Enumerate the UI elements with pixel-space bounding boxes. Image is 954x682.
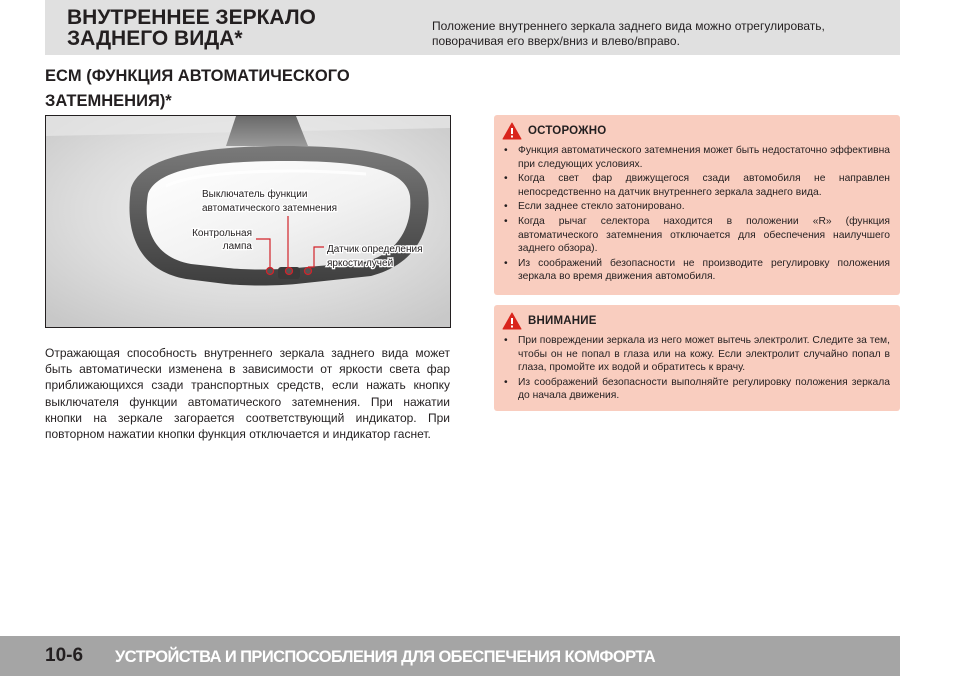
- label-sensor-line-2: яркости лучей: [327, 258, 394, 269]
- footer-band: [0, 636, 900, 676]
- caution-header: [502, 122, 890, 140]
- warning-triangle-icon: [502, 122, 522, 140]
- light-sensor: [305, 268, 312, 275]
- description-paragraph: Отражающая способность внутреннего зеркала заднего вида может быть автоматически изменена в зависимости от яркости света фар приближающихся сзади транспортных средств, если нажать кнопку выключателя функции автоматического затемнения. При нажатии кнопки на зеркале загорается соответствующий индикатор. При повторном нажатии кнопки функция отключается и индикатор гаснет.: [45, 346, 450, 442]
- caution-title: ОСТОРОЖНО: [528, 125, 607, 137]
- warning-triangle-icon: [502, 312, 522, 330]
- notice-header: [502, 312, 890, 330]
- chapter-title: УСТРОЙСТВА И ПРИСПОСОБЛЕНИЯ ДЛЯ ОБЕСПЕЧЕНИЯ КОМФОРТА: [115, 648, 656, 666]
- page-number: 10-6: [45, 645, 84, 666]
- caution-item: • Когда свет фар движущегося сзади автомобиля не направлен непосредственно на датчик внутреннего зеркала заднего вида.: [502, 172, 890, 199]
- notice-box: [494, 305, 900, 411]
- notice-list: [502, 334, 890, 403]
- caution-list: [502, 144, 890, 284]
- caution-item: • Когда рычаг селектора находится в положении «R» (функция автоматического затемнения отключается для обеспечения наилучшего заднего обзора).: [502, 215, 890, 256]
- label-sensor-line-1: Датчик определения: [327, 244, 423, 255]
- header-band: [45, 0, 900, 55]
- header-description: Положение внутреннего зеркала заднего вида можно отрегулировать, поворачивая его вверх/вниз и влево/вправо.: [432, 19, 825, 48]
- caution-box: [494, 115, 900, 295]
- switch-button: [286, 268, 293, 275]
- mirror-mount: [226, 116, 308, 146]
- section-title: ECM (ФУНКЦИЯ АВТОМАТИЧЕСКОГО ЗАТЕМНЕНИЯ)*: [45, 67, 350, 110]
- label-lamp-line-1: Контрольная: [192, 228, 252, 239]
- label-switch-line-2: автоматического затемнения: [202, 203, 338, 214]
- notice-title: ВНИМАНИЕ: [528, 315, 597, 327]
- caution-item: • Функция автоматического затемнения может быть недостаточно эффективна при следующих условиях.: [502, 144, 890, 171]
- notice-item: • При повреждении зеркала из него может вытечь электролит. Следите за тем, чтобы он не попал в глаза или на кожу. Если электролит случайно попал в глаза, промойте их водой и обратитесь к врачу.: [502, 334, 890, 375]
- label-switch-line-1: Выключатель функции: [202, 189, 308, 200]
- indicator-lamp: [267, 268, 274, 275]
- caution-item: • Из соображений безопасности не производите регулировку положения зеркала во время движения автомобиля.: [502, 257, 890, 284]
- notice-item: • Из соображений безопасности выполняйте регулировку положения зеркала до начала движения.: [502, 376, 890, 403]
- mirror-drawing: [46, 116, 450, 327]
- mirror-illustration: [45, 115, 451, 328]
- caution-item: • Если заднее стекло затонировано.: [502, 200, 890, 214]
- page-title: ВНУТРЕННЕЕ ЗЕРКАЛО ЗАДНЕГО ВИДА*: [67, 6, 316, 50]
- label-lamp-line-2: лампа: [222, 241, 252, 252]
